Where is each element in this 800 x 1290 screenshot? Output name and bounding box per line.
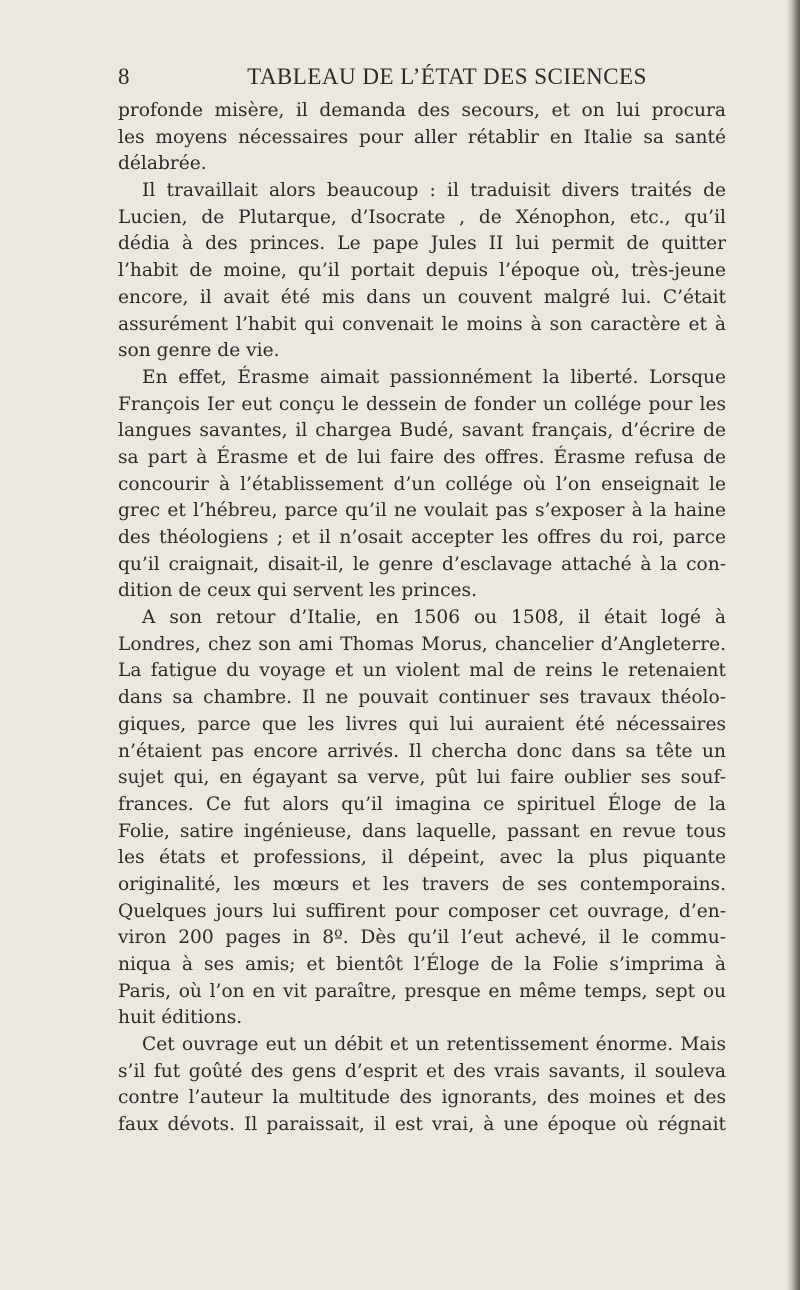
text-line: délabrée. xyxy=(118,153,207,175)
running-title: TABLEAU DE L’ÉTAT DES SCIENCES xyxy=(247,64,647,89)
text-line: Paris, où l’on en vit paraître, presque en même temps, sept ou xyxy=(118,980,726,1002)
text-line: grec et l’hébreu, parce qu’il ne voulait pas s’exposer à la haine xyxy=(118,500,726,522)
text-line: s’il fut goûté des gens d’esprit et des vrais savants, il souleva xyxy=(118,1060,726,1082)
text-line: dition de ceux qui servent les princes. xyxy=(118,580,477,602)
text-line: les états et professions, il dépeint, avec la plus piquante xyxy=(118,847,726,869)
text-line: A son retour d’Italie, en 1506 ou 1508, il était logé à xyxy=(142,607,726,629)
text-line: originalité, les mœurs et les travers de ses contemporains. xyxy=(118,873,726,895)
text-line: huit éditions. xyxy=(118,1007,243,1029)
text-line: La fatigue du voyage et un violent mal de reins le retenaient xyxy=(118,660,726,682)
text-line: François Ier eut conçu le dessein de fonder un collége pour les xyxy=(118,393,726,415)
text-line: des théologiens ; et il n’osait accepter les offres du roi, parce xyxy=(118,527,726,548)
text-line: profonde misère, il demanda des secours, et on lui procura xyxy=(118,100,726,121)
text-line: Londres, chez son ami Thomas Morus, chancelier d’Angleterre. xyxy=(118,633,726,655)
text-line: assurément l’habit qui convenait le moins à son caractère et à xyxy=(118,313,726,335)
text-line: Il travaillait alors beaucoup : il traduisit divers traités de xyxy=(142,180,726,202)
body-text xyxy=(118,98,726,1139)
text-line: giques, parce que les livres qui lui auraient été nécessaires xyxy=(118,713,726,735)
text-line: frances. Ce fut alors qu’il imagina ce spirituel Éloge de la xyxy=(118,793,726,815)
text-line: encore, il avait été mis dans un couvent malgré lui. C’était xyxy=(118,286,726,308)
text-line: niqua à ses amis; et bientôt l’Éloge de la Folie s’imprima à xyxy=(118,954,726,975)
page-edge-shadow xyxy=(786,0,800,1290)
text-line: langues savantes, il chargea Budé, savant français, d’écrire de xyxy=(118,420,726,442)
text-line: dédia à des princes. Le pape Jules II lui permit de quitter xyxy=(118,233,726,255)
text-line: sa part à Érasme et de lui faire des offres. Érasme refusa de xyxy=(118,446,726,468)
text-line: En effet, Érasme aimait passionnément la liberté. Lorsque xyxy=(142,366,726,388)
text-line: n’étaient pas encore arrivés. Il chercha donc dans sa tête un xyxy=(118,740,726,762)
running-header xyxy=(118,62,726,96)
text-line: l’habit de moine, qu’il portait depuis l’époque où, très-jeune xyxy=(118,260,726,282)
text-line: dans sa chambre. Il ne pouvait continuer ses travaux théolo- xyxy=(118,687,726,709)
text-line: Lucien, de Plutarque, d’Isocrate , de Xénophon, etc., qu’il xyxy=(118,206,726,228)
text-line: les moyens nécessaires pour aller rétablir en Italie sa santé xyxy=(118,126,726,148)
text-line: sujet qui, en égayant sa verve, pût lui faire oublier ses souf- xyxy=(118,767,726,789)
text-line: Cet ouvrage eut un débit et un retentissement énorme. Mais xyxy=(142,1034,726,1056)
text-line: concourir à l’établissement d’un collége où l’on enseignait le xyxy=(118,473,726,495)
text-line: faux dévots. Il paraissait, il est vrai, à une époque où régnait xyxy=(118,1114,726,1136)
text-line: contre l’auteur la multitude des ignorants, des moines et des xyxy=(118,1087,726,1109)
text-line: son genre de vie. xyxy=(118,340,280,362)
text-line: qu’il craignait, disait-il, le genre d’esclavage attaché à la con- xyxy=(118,553,726,575)
text-line: Quelques jours lui suffirent pour composer cet ouvrage, d’en- xyxy=(118,900,726,922)
text-line: viron 200 pages in 8º. Dès qu’il l’eut achevé, il le commu- xyxy=(118,927,726,949)
text-line: Folie, satire ingénieuse, dans laquelle, passant en revue tous xyxy=(118,820,726,842)
page-number: 8 xyxy=(118,64,130,89)
